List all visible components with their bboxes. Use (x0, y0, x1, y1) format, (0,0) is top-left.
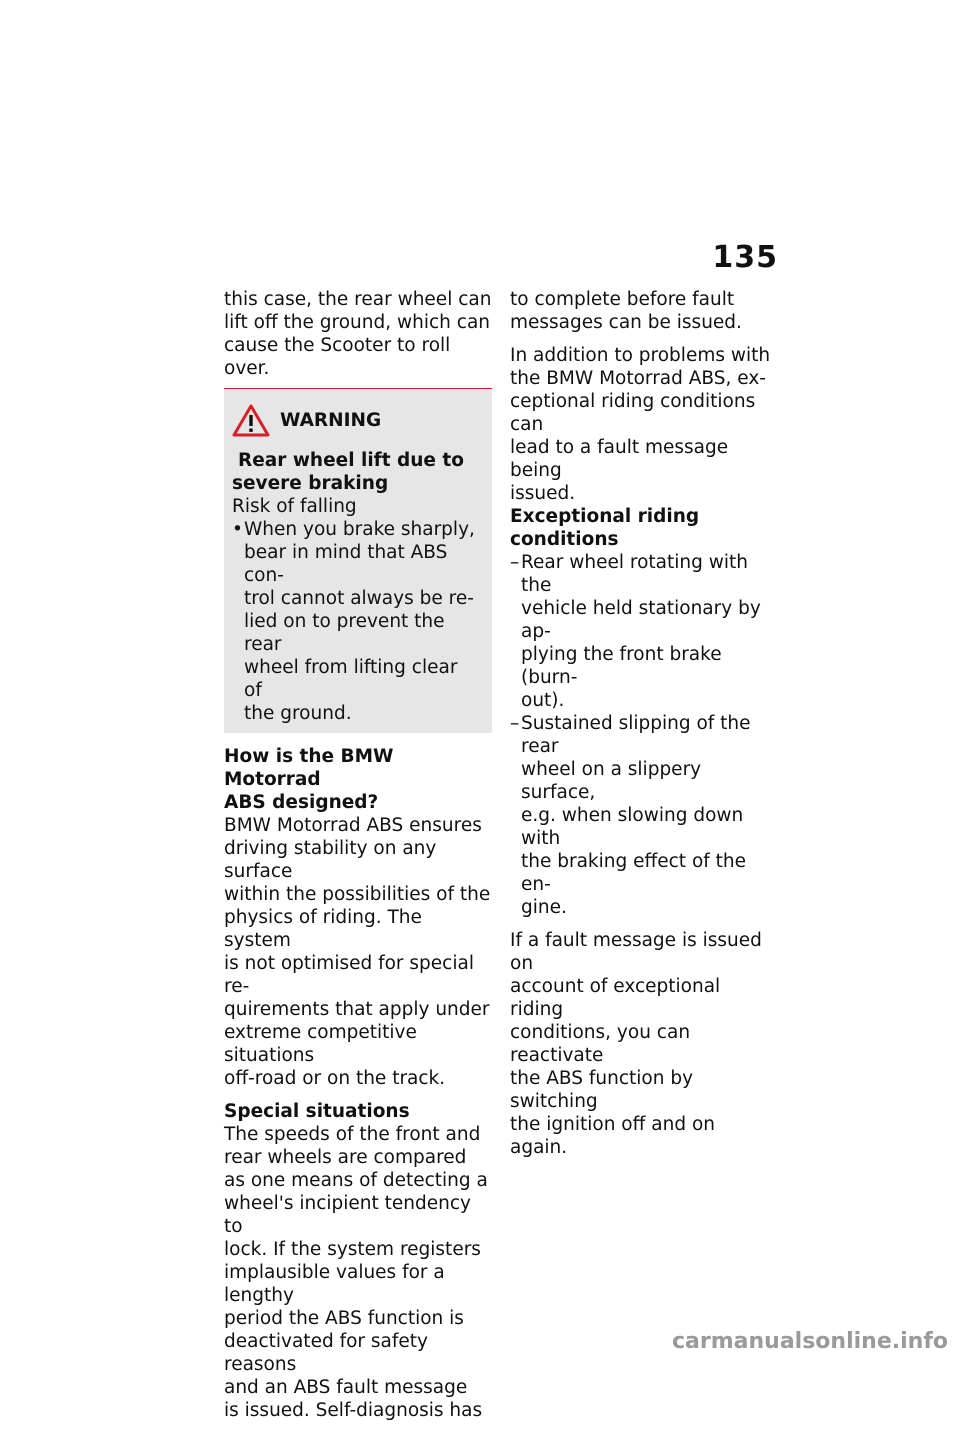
dash-mark: – (510, 552, 520, 573)
warning-bullet-item: • When you brake sharply, bear in mind that ABS con- trol cannot always be re- lied on to prevent the rear wheel from lifting clear of the ground. (232, 519, 475, 724)
fault-messages-paragraph: to complete before fault messages can be issued. (510, 289, 742, 333)
conditions-heading: Exceptional riding conditions (510, 506, 700, 550)
special-situations-section: Special situations The speeds of the front and rear wheels are compared as one means of detecting a wheel's incipient tendency to lock. If the system registers implausible values for a lengthy period the ABS function is deactivated for safety reasons and an ABS fault message is issued. Self-diagnosis has (224, 1100, 492, 1422)
warning-label: WARNING (280, 409, 382, 431)
left-column (224, 288, 492, 1432)
conditions-list (510, 551, 775, 919)
warning-header (232, 403, 478, 437)
page-number: 135 (712, 240, 778, 275)
abs-design-section: How is the BMW Motorrad ABS designed? BMW Motorrad ABS ensures driving stability on any surface within the possibilities of the physics of riding. The system is not optimised for special re- quirements that apply under extreme competitive situations off-road or on the track. (224, 746, 491, 1089)
dash-mark: – (510, 713, 520, 734)
abs-design-heading: How is the BMW Motorrad (224, 746, 394, 790)
warning-title: Rear wheel lift due to severe braking (232, 450, 464, 494)
reactivate-paragraph: If a fault message is issued on account of exceptional riding conditions, you can reactivate the ABS function by switching the ignition off and on again. (510, 930, 762, 1158)
right-column (510, 288, 775, 1169)
list-item: – Sustained slipping of the rear wheel on a slippery surface, e.g. when slowing down with the braking effect of the en- gine. (510, 713, 751, 918)
intro-paragraph: this case, the rear wheel can lift off the ground, which can cause the Scooter to roll over. (224, 289, 492, 379)
warning-subtitle: Risk of falling (232, 496, 357, 517)
special-situations-heading: Special situations (224, 1101, 410, 1122)
list-item: – Rear wheel rotating with the vehicle held stationary by ap- plying the front brake (burn- out). (510, 552, 761, 711)
warning-bullet-list (232, 518, 478, 725)
additional-problems-paragraph: In addition to problems with the BMW Motorrad ABS, ex- ceptional riding conditions can lead to a fault message being issued. (510, 345, 771, 504)
warning-triangle-icon (232, 403, 270, 437)
bullet-mark: • (232, 519, 243, 540)
watermark: carmanualsonline.info (672, 1329, 948, 1354)
warning-box (224, 389, 492, 733)
